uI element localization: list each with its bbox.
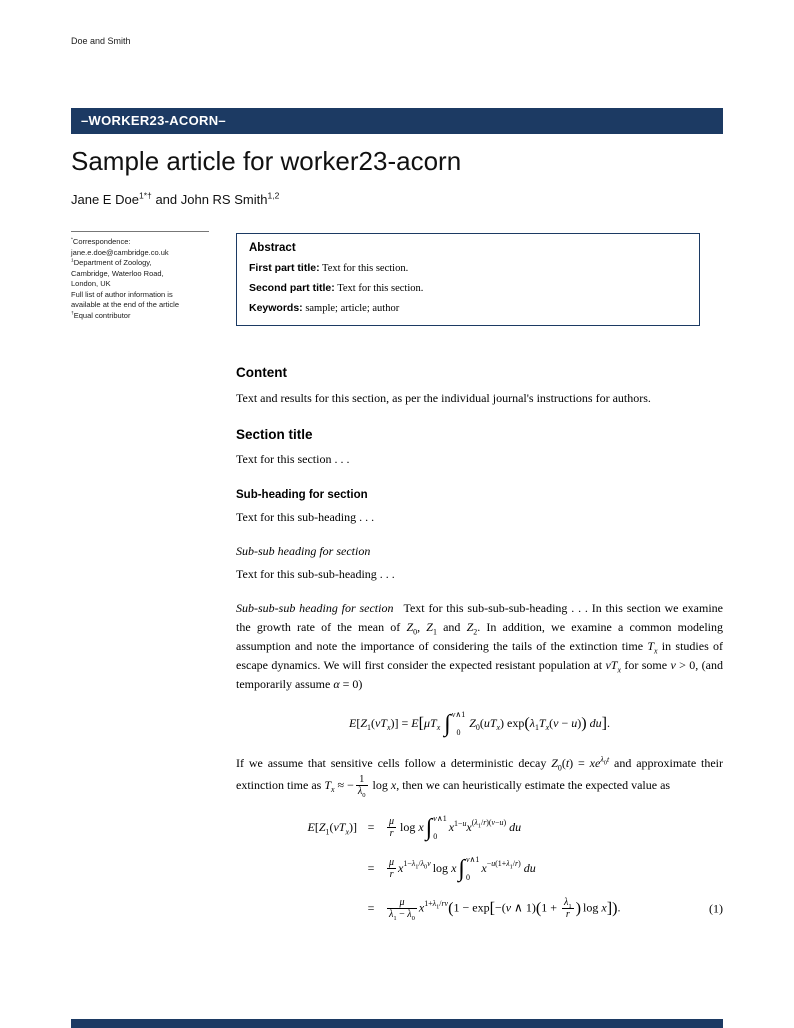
abstract-item <box>249 282 687 295</box>
article-body <box>236 362 723 922</box>
equation-array <box>236 814 723 922</box>
affiliation-line: London, UK <box>71 279 111 288</box>
abstract-box <box>236 233 700 326</box>
abstract-item-label: First part title: <box>249 262 320 274</box>
equation-row <box>265 896 723 922</box>
section-paragraph: Text for this section . . . <box>236 452 350 467</box>
equation-rhs: $\frac{\mu}{\lambda_1 - \lambda_0}$ $x^{1+\lambda_1/rv}(1 - \exp[-(v$ ∧ 1)(1 + $\frac{\lambda_1}{r}$ ) log x]). <box>389 896 621 923</box>
footnote-rule <box>71 231 209 232</box>
equation-rhs: $\frac{\mu}{r}$ log x ∫ v∧1 0 $x^{1-u}x^{(\lambda_1/r)(v-u)}$ du <box>389 813 522 841</box>
display-equation: $E[Z_1(vT_x)] = E[\mu T_x$ ∫ v∧1 0 $Z_0(uT_x) \exp(\lambda_1T_x(v - u))$ du]. <box>348 710 611 738</box>
estimate-paragraph: If we assume that sensitive cells follow a deterministic decay $Z_0(t) = xe^{\lambda_0t}$ and approximate their extinction time as $T_x$ ≈ − $\frac{1}{\lambda_0}$ log x, then we can heuristically estimate the expected value as <box>236 755 724 800</box>
equation-lhs: $E[Z_1(vT_x)]$ <box>307 820 357 837</box>
abstract-item-text: Text for this section. <box>334 283 424 294</box>
equation-rhs: $\frac{\mu}{r}$ $x^{1-\lambda_1/\lambda_0v}$ log x ∫ v∧1 0 $x^{-u(1+\lambda_1/r)}$ du <box>389 854 536 882</box>
section-heading-title: Section title <box>236 426 313 442</box>
authors-line: Jane E Doe$^{1*\dagger}$ and John RS Smith$^{1,2}$ <box>71 190 280 207</box>
correspondence-block <box>71 237 223 321</box>
equation-number: (1) <box>709 901 723 915</box>
abstract-keywords <box>249 302 687 315</box>
subsection-heading: Sub-heading for section <box>236 488 368 501</box>
correspondence-line: *Correspondence: <box>71 237 131 246</box>
equals-sign: = <box>367 901 375 915</box>
footer-bar <box>71 1019 723 1028</box>
affiliation-line: $^1$Department of Zoology, <box>71 258 152 267</box>
author-info-note: Full list of author information is <box>71 289 173 299</box>
equal-contributor-note: †Equal contributor <box>71 310 131 320</box>
subsection-paragraph: Text for this sub-heading . . . <box>236 509 375 524</box>
author-info-note: available at the end of the article <box>71 300 179 309</box>
equals-sign: = <box>367 820 375 835</box>
abstract-keywords-text: sample; article; author <box>302 303 400 314</box>
equation-row <box>265 855 723 883</box>
subsubsection-paragraph: Text for this sub-sub-heading . . . <box>236 567 395 582</box>
section-heading-content: Content <box>236 365 287 380</box>
article-title: Sample article for worker23-acorn <box>71 146 462 176</box>
abstract-item-text: Text for this section. <box>319 263 409 274</box>
abstract-item <box>249 262 687 275</box>
affiliation-line: Cambridge, Waterloo Road, <box>71 268 164 278</box>
equals-sign: = <box>367 861 375 876</box>
content-paragraph: Text and results for this section, as per the individual journal's instructions for authors. <box>236 390 651 405</box>
subsubsection-heading: Sub-sub heading for section <box>236 544 371 559</box>
journal-banner <box>71 108 723 134</box>
abstract-heading: Abstract <box>249 242 296 254</box>
abstract-keywords-label: Keywords: <box>249 302 303 314</box>
running-head: Doe and Smith <box>71 36 131 46</box>
equation-row <box>265 814 723 842</box>
journal-banner-label: –WORKER23-ACORN– <box>81 113 226 128</box>
correspondence-email: jane.e.doe@cambridge.co.uk <box>71 247 169 257</box>
abstract-item-label: Second part title: <box>249 282 335 294</box>
runin-paragraph: Sub-sub-sub heading for section Text for this sub-sub-sub-heading . . . In this section we examine the growth rate of the mean of $Z_0$, $Z_1$ and $Z_2$. In addition, we examine a common modeling assumption and note the importance of considering the tails of the extinction time $T_x$ in studies of escape dynamics. We will first consider the expected resistant population at $vT_x$ for some v > 0, (and temporarily assume α = 0) <box>236 600 724 692</box>
